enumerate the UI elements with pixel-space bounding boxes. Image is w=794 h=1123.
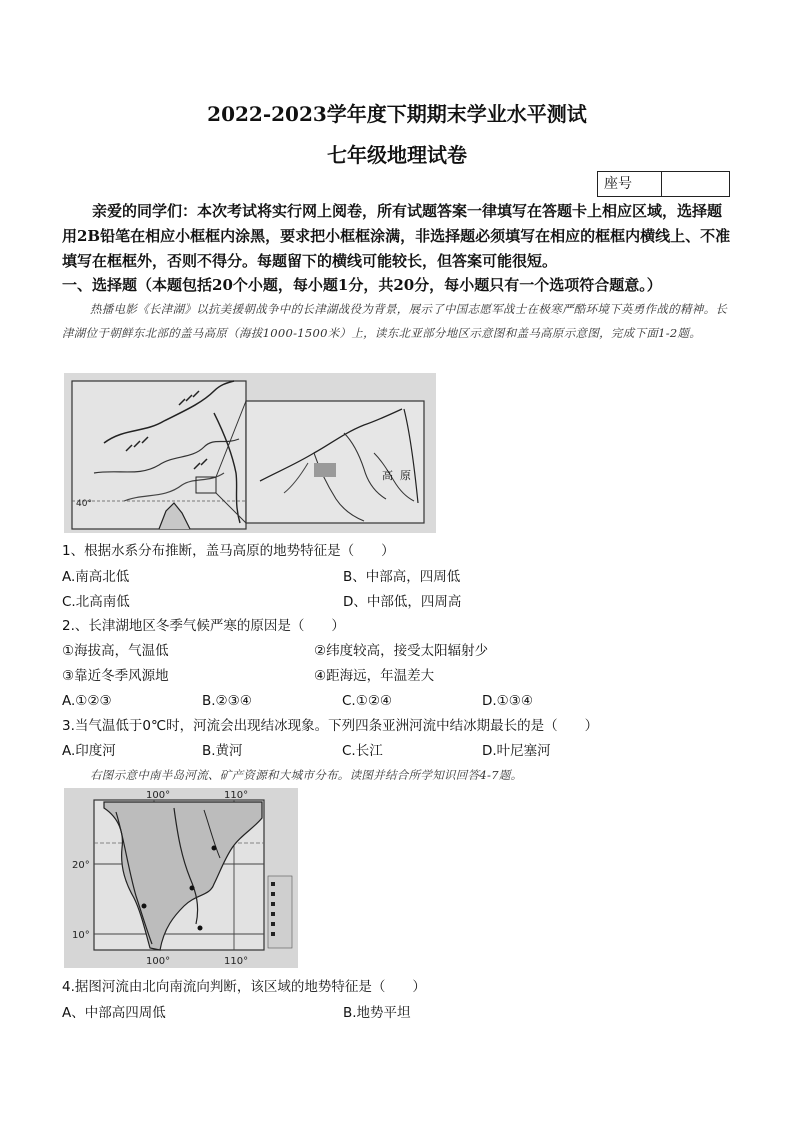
longitude-label-top-110: 110°: [224, 790, 249, 801]
longitude-label-bottom-110: 110°: [224, 956, 249, 967]
question-2-option-d: D.①③④: [482, 693, 533, 709]
exam-title: 2022-2023学年度下期期末学业水平测试: [207, 102, 587, 126]
question-4-stem: 4.据图河流由北向南流向判断，该区域的地势特征是（ ）: [62, 979, 426, 995]
seat-label: 座号: [598, 172, 662, 196]
exam-subtitle: 七年级地理试卷: [327, 143, 467, 167]
indochina-map-graphic: [64, 788, 298, 968]
question-1-option-c: C.北高南低: [62, 594, 130, 610]
question-1-option-a: A.南高北低: [62, 569, 130, 585]
question-1-option-b: B、中部高，四周低: [343, 569, 461, 585]
question-3-option-a: A.印度河: [62, 743, 116, 759]
question-1-option-d: D、中部低，四周高: [343, 594, 462, 610]
question-3-option-d: D.叶尼塞河: [482, 743, 551, 759]
latitude-label-20: 20°: [72, 860, 90, 871]
question-2-statement-2: ②纬度较高，接受太阳辐射少: [314, 643, 489, 659]
question-2-option-b: B.②③④: [202, 693, 252, 709]
latitude-label-40: 40°: [76, 499, 92, 509]
question-2-statement-4: ④距海远，年温差大: [314, 668, 435, 684]
question-2-option-c: C.①②④: [342, 693, 393, 709]
latitude-label-10: 10°: [72, 930, 90, 941]
intro-paragraph-1: 热播电影《长津湖》以抗美援朝战争中的长津湖战役为背景，展示了中国志愿军战士在极寒严酷环境下英勇作战的精神。长津湖位于朝鲜东北部的盖马高原（海拔1000-1500米）上，读东北亚部分地区示意图和盖马高原示意图，完成下面1-2题。: [62, 302, 728, 340]
plateau-label-yuan: 原: [400, 469, 411, 482]
indochina-map: [64, 788, 298, 968]
question-2-stem: 2.、长津湖地区冬季气候严寒的原因是（ ）: [62, 618, 345, 634]
question-3-option-b: B.黄河: [202, 743, 243, 759]
question-2-statement-3: ③靠近冬季风源地: [62, 668, 169, 684]
question-4-option-b: B.地势平坦: [343, 1005, 411, 1021]
question-2-statement-1: ①海拔高，气温低: [62, 643, 169, 659]
plateau-label-gao: 高: [382, 469, 393, 482]
seat-number-box: [597, 171, 730, 197]
question-3-stem: 3.当气温低于0℃时，河流会出现结冰现象。下列四条亚洲河流中结冰期最长的是（ ）: [62, 718, 599, 734]
instructions: 亲爱的同学们：本次考试将实行网上阅卷，所有试题答案一律填写在答题卡上相应区域，选择题用2B铅笔在相应小框框内涂黑，要求把小框框涂满，非选择题必须填写在相应的框框内横线上、不准填写在框框外，否则不得分。每题留下的横线可能较长，但答案可能很短。: [62, 202, 731, 270]
northeast-asia-map: [64, 373, 436, 533]
question-4-option-a: A、中部高四周低: [62, 1005, 166, 1021]
question-2-option-a: A.①②③: [62, 693, 112, 709]
section-heading: 一、选择题（本题包括20个小题，每小题1分，共20分，每小题只有一个选项符合题意。）: [62, 276, 662, 294]
seat-value-field: [662, 172, 729, 196]
question-3-option-c: C.长江: [342, 743, 383, 759]
intro-paragraph-2: 右图示意中南半岛河流、矿产资源和大城市分布。读图并结合所学知识回答4-7题。: [90, 768, 523, 782]
longitude-label-bottom-100: 100°: [146, 956, 171, 967]
question-1-stem: 1、根据水系分布推断，盖马高原的地势特征是（ ）: [62, 543, 395, 559]
longitude-label-top-100: 100°: [146, 790, 171, 801]
northeast-asia-map-graphic: [64, 373, 436, 533]
